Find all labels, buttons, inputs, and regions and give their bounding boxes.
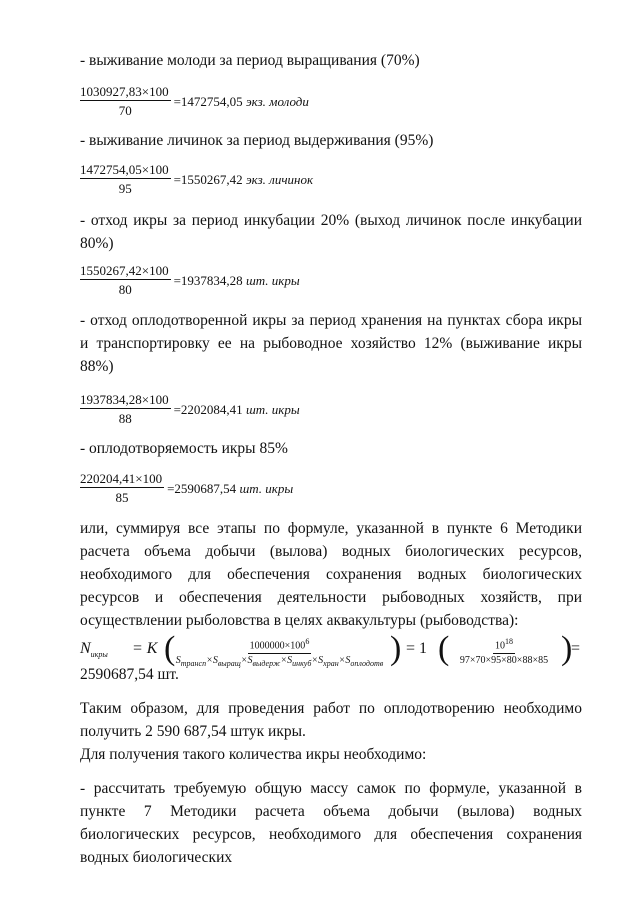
paren-open: ( <box>164 630 176 667</box>
calc-result: =2590687,54 <box>167 480 237 496</box>
calc-unit: шт. икры <box>245 272 300 288</box>
formula-big-fraction <box>173 636 386 670</box>
calc-unit: экз. молоди <box>245 93 309 109</box>
formula-result: 2590687,54 шт. <box>80 666 179 683</box>
formula-eq2: = 1 <box>406 640 428 657</box>
formula-eq3: = <box>571 640 581 657</box>
calc-denominator: 70 <box>118 103 132 118</box>
calc-denominator: 85 <box>115 490 129 505</box>
text-line: - выживание личинок за период выдерживания (95%) <box>80 132 434 149</box>
text-paragraph: - отход оплодотворенной икры за период хранения на пунктах сбора икры и транспортировку ее на рыбоводное хозяйство 12% (выживание икры 88%) <box>80 312 582 375</box>
text-paragraph: - отход икры за период инкубации 20% (выход личинок после инкубации 80%) <box>80 212 582 252</box>
calc-denominator: 88 <box>118 411 132 426</box>
calc-numerator: 1937834,28×100 <box>80 392 169 407</box>
text-paragraph: - рассчитать требуемую общую массу самок по формуле, указанной в пункте 7 Методики расчета объема добычи (вылова) водных биологических ресурсов, необходимого для обеспечения сохранения водных биологических <box>80 780 582 866</box>
formula-right-fraction <box>448 636 560 667</box>
calc-5 <box>80 471 293 505</box>
calc-result: =2202084,41 <box>173 401 243 417</box>
calc-result: =1550267,42 <box>173 171 243 187</box>
main-formula <box>80 628 585 690</box>
text-paragraph: Таким образом, для проведения работ по оплодотворению необходимо получить 2 590 687,54 штук икры. <box>80 700 582 740</box>
text-line: - выживание молоди за период выращивания (70%) <box>80 52 420 69</box>
calc-numerator: 220204,41×100 <box>80 471 163 486</box>
calc-3 <box>80 263 300 297</box>
paren-close: ) <box>390 630 402 667</box>
calc-unit: экз. личинок <box>245 171 314 187</box>
calc-unit: шт. икры <box>239 480 294 496</box>
paren-open: ( <box>438 630 450 667</box>
calc-2 <box>80 162 313 196</box>
text-line: - оплодотворяемость икры 85% <box>80 440 288 457</box>
calc-numerator: 1030927,83×100 <box>80 84 169 99</box>
calc-4 <box>80 392 300 426</box>
formula-big-denominator: $S_{трансп}\times S_{выращ}\times S_{выдерж}\times S_{инкуб}\times S_{хран}\times S_{оплодотв}$ <box>175 655 384 669</box>
paren-close: ) <box>561 630 573 667</box>
formula-eq1: = K <box>132 640 158 657</box>
formula-right-denominator: 97×70×95×80×88×85 <box>459 655 549 667</box>
calc-result: =1472754,05 <box>173 93 243 109</box>
calc-numerator: 1550267,42×100 <box>80 263 169 278</box>
formula-lhs: $N_{икры}$ <box>80 640 108 660</box>
calc-1 <box>80 84 309 118</box>
calc-unit: шт. икры <box>245 401 300 417</box>
calc-denominator: 80 <box>118 282 132 297</box>
calc-result: =1937834,28 <box>173 272 243 288</box>
calc-denominator: 95 <box>118 181 132 196</box>
formula-right-numerator: $10^{18}$ <box>493 636 515 654</box>
text-paragraph: или, суммируя все этапы по формуле, указанной в пункте 6 Методики расчета объема добычи (вылова) водных биологических ресурсов, необходимого для обеспечения сохранения водных биологических ресурсов и обеспечения деятельности рыбоводных хозяйств, при осуществлении рыболовства в целях аквакультуры (рыбоводства): <box>80 520 582 629</box>
formula-big-numerator: $1000000\times 100^6$ <box>248 636 312 654</box>
text-line: Для получения такого количества икры необходимо: <box>80 746 427 763</box>
calc-numerator: 1472754,05×100 <box>80 162 169 177</box>
